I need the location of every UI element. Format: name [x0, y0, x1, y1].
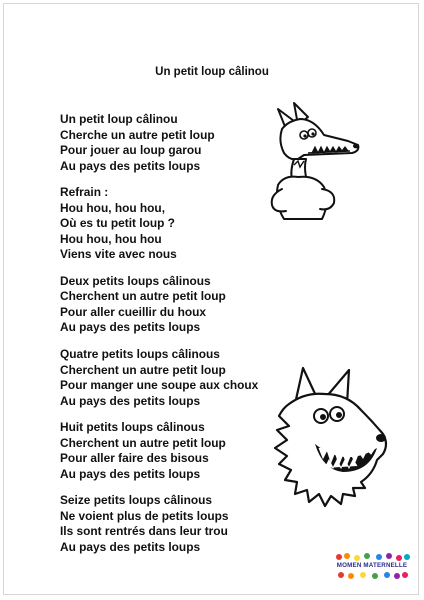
poem-line: Deux petits loups câlinous [60, 273, 211, 288]
hand-print-icon [348, 573, 354, 579]
hand-print-icon [386, 553, 392, 559]
poem-line: Quatre petits loups câlinous [60, 347, 220, 362]
stanza-3 [60, 274, 280, 336]
momen-maternelle-logo [334, 553, 410, 579]
stanza-refrain [60, 185, 280, 263]
page-title: Un petit loup câlinou [155, 66, 269, 78]
poem-line: Au pays des petits loups [60, 539, 201, 554]
hand-print-icon [338, 572, 344, 578]
poem [60, 112, 280, 567]
poem-line: Ils sont rentrés dans leur trou [60, 524, 228, 539]
hand-print-icon [344, 553, 350, 559]
hand-print-icon [404, 554, 410, 560]
standing-wolf-illustration [264, 95, 364, 225]
poem-line: Pour aller cueillir du houx [60, 304, 207, 319]
poem-line: Au pays des petits loups [60, 466, 201, 481]
poem-line: Cherchent un autre petit loup [60, 435, 226, 450]
stanza-5 [60, 420, 280, 482]
poem-line: Hou hou, hou hou [60, 231, 162, 246]
poem-line: Pour aller faire des bisous [60, 451, 209, 466]
poem-line: Viens vite avec nous [60, 247, 177, 262]
poem-line: Au pays des petits loups [60, 158, 201, 173]
grinning-wolf-head-illustration [265, 364, 395, 514]
hand-print-icon [336, 554, 342, 560]
brand-name: MOMEN MATERNELLE [336, 562, 408, 569]
poem-line: Seize petits loups câlinous [60, 493, 212, 508]
poem-line: Pour manger une soupe aux choux [60, 378, 259, 393]
hand-print-icon [360, 572, 366, 578]
poem-line: Au pays des petits loups [60, 393, 201, 408]
hand-print-icon [394, 573, 400, 579]
poem-line: Au pays des petits loups [60, 320, 201, 335]
poem-line: Cherche un autre petit loup [60, 127, 215, 142]
poem-line: Un petit loup câlinou [60, 112, 178, 126]
poem-line: Ne voient plus de petits loups [60, 508, 229, 523]
stanza-4 [60, 347, 280, 409]
poem-line: Cherchent un autre petit loup [60, 289, 226, 304]
hand-print-icon [402, 572, 408, 578]
poem-line: Cherchent un autre petit loup [60, 362, 226, 377]
poem-line: Hou hou, hou hou, [60, 200, 166, 215]
hand-print-icon [384, 572, 390, 578]
hand-print-icon [354, 555, 360, 561]
hand-print-icon [364, 553, 370, 559]
stanza-1 [60, 112, 280, 174]
hand-print-icon [372, 573, 378, 579]
poem-line: Où es tu petit loup ? [60, 216, 175, 231]
hand-print-icon [396, 555, 402, 561]
poem-line: Huit petits loups câlinous [60, 420, 205, 435]
stanza-6 [60, 493, 280, 555]
hand-print-icon [376, 554, 382, 560]
poem-line: Refrain : [60, 185, 109, 200]
poem-line: Pour jouer au loup garou [60, 143, 202, 157]
